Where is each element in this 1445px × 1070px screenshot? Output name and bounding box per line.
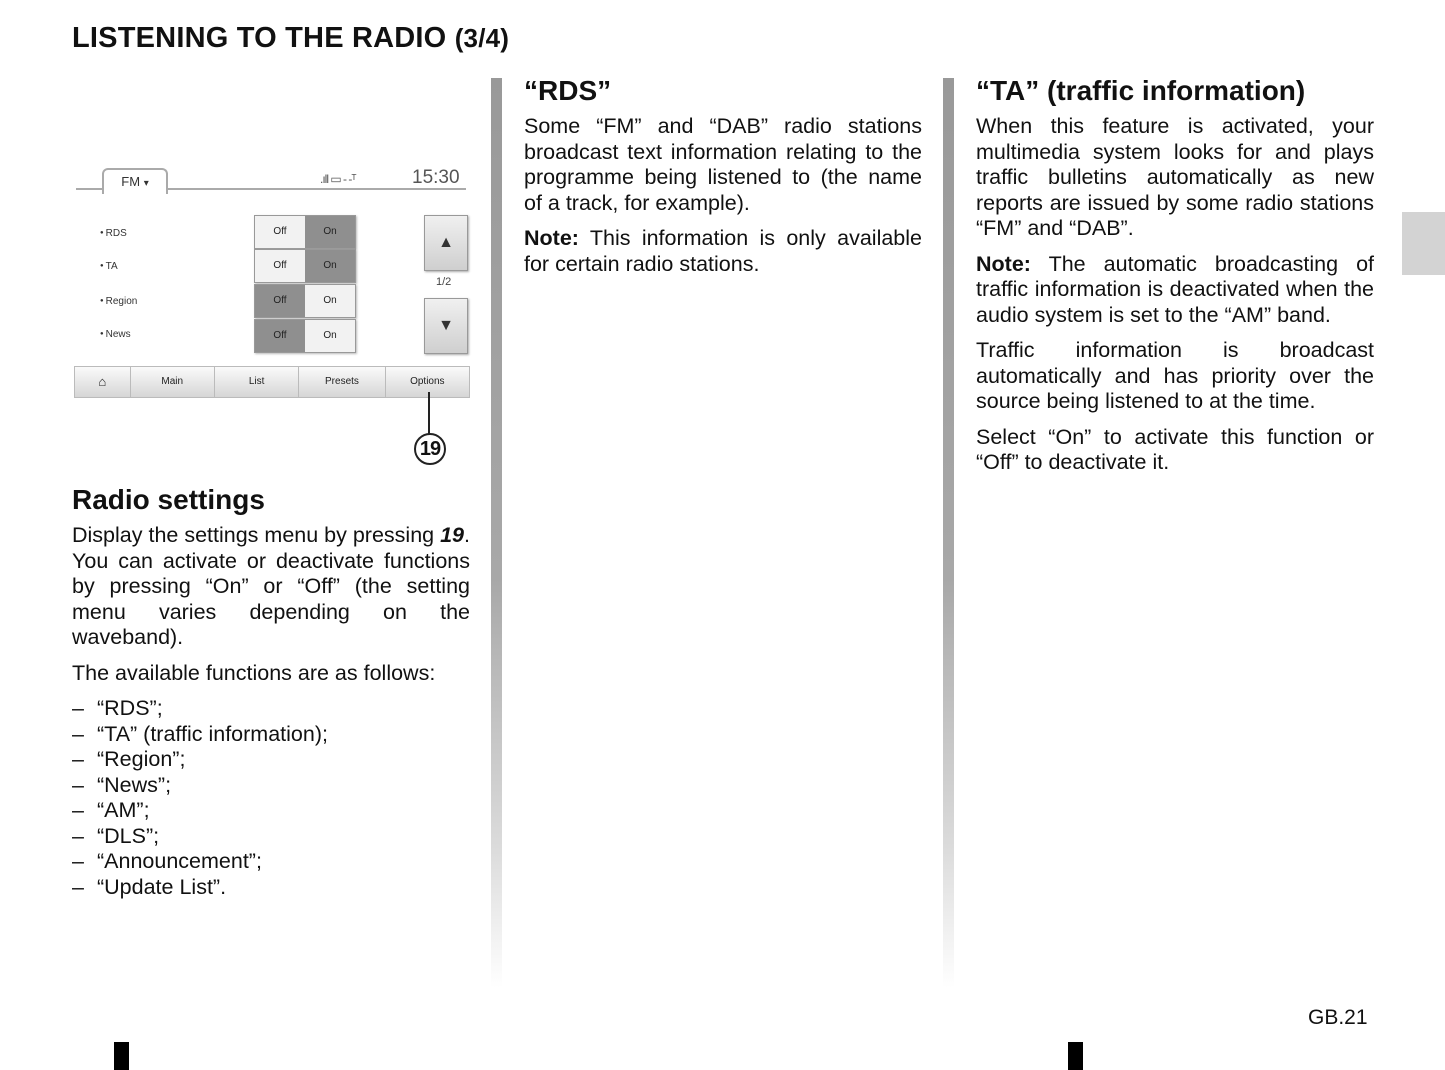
function-list: [72, 696, 470, 900]
chapter-tab: [1402, 212, 1445, 275]
off-option: Off: [255, 216, 305, 248]
paragraph: Some “FM” and “DAB” radio stations broadcast text information relating to the programme being listened to (the name of a track, for example).: [524, 114, 922, 215]
note-text: The automatic broadcasting of traffic information is deactivated when the audio system is set to the “AM” band.: [976, 251, 1374, 327]
home-icon: ⌂: [75, 367, 131, 397]
crop-mark: [114, 1042, 129, 1070]
note-text: This information is only available for certain radio stations.: [524, 226, 922, 276]
setting-label-region: ● Region: [100, 296, 137, 307]
page-indicator: 1/2: [436, 276, 452, 288]
list-item: – “Announcement”;: [72, 849, 470, 875]
column-divider: [491, 78, 502, 988]
list-item: – “RDS”;: [72, 696, 470, 722]
callout-line: [428, 392, 430, 434]
toggle-region: [254, 284, 356, 318]
paragraph: [72, 523, 470, 651]
nav-options: Options: [410, 376, 445, 387]
ta-section: [976, 74, 1374, 486]
nav-presets: Presets: [299, 367, 385, 397]
list-item: – “DLS”;: [72, 824, 470, 850]
text: . You can activate or deactivate functions by pressing “On” or “Off” (the setting menu varies depending on the waveband).: [72, 523, 470, 649]
radio-screen-illustration: [72, 160, 470, 400]
setting-label-ta: ● TA: [100, 261, 118, 272]
band-label: FM: [121, 174, 141, 189]
note: [976, 252, 1374, 329]
toggle-news: [254, 319, 356, 353]
rds-section: [524, 74, 922, 287]
list-item: – “News”;: [72, 773, 470, 799]
column-divider: [943, 78, 954, 988]
scroll-down-icon: ▼: [424, 298, 468, 354]
paragraph: Select “On” to activate this function or “Off” to deactivate it.: [976, 424, 1374, 474]
page-title-text: LISTENING TO THE RADIO: [72, 22, 447, 54]
on-option: On: [305, 250, 355, 282]
paragraph: The available functions are as follows:: [72, 660, 436, 685]
text: Display the settings menu by pressing: [72, 523, 441, 547]
section-heading: “RDS”: [524, 75, 612, 106]
list-item: – “Region”;: [72, 747, 470, 773]
note-label: Note:: [976, 251, 1031, 276]
radio-settings-section: [72, 483, 470, 900]
crop-mark: [1068, 1042, 1083, 1070]
note-label: Note:: [524, 226, 579, 250]
off-option: Off: [255, 285, 305, 317]
signal-icon: .ıll ▭ - -ᵀ: [320, 172, 356, 186]
setting-label-news: ● News: [100, 329, 131, 340]
paragraph: When this feature is activated, your multimedia system looks for and plays traffic bulletins automatically as new reports are issued by some radio stations “FM” and “DAB”.: [976, 114, 1374, 240]
toggle-rds: [254, 215, 356, 249]
section-heading: “TA” (traffic information): [976, 75, 1306, 106]
clock: 15:30: [412, 167, 460, 188]
page-title: [72, 22, 509, 55]
list-item: – “TA” (traffic information);: [72, 722, 470, 748]
paragraph: Traffic information is broadcast automatically and has priority over the source being listened to at the time.: [976, 338, 1374, 413]
off-option: Off: [255, 320, 305, 352]
setting-label-rds: ● RDS: [100, 228, 127, 239]
nav-main: Main: [131, 367, 215, 397]
callout-ref: 19: [440, 523, 465, 547]
toggle-ta: [254, 249, 356, 283]
nav-list: List: [215, 367, 299, 397]
off-option: Off: [255, 250, 305, 282]
callout-19: 19: [414, 433, 446, 465]
section-heading: Radio settings: [72, 484, 265, 515]
on-option: On: [305, 285, 355, 317]
page-number: GB.21: [1308, 1006, 1368, 1029]
screen-nav-bar: [74, 366, 470, 398]
list-item: – “AM”;: [72, 798, 470, 824]
list-item: – “Update List”.: [72, 875, 470, 901]
page-title-part: (3/4): [454, 23, 510, 53]
on-option: On: [305, 320, 355, 352]
scroll-up-icon: ▲: [424, 215, 468, 271]
note: [524, 226, 922, 277]
on-option: On: [305, 216, 355, 248]
band-selector: [102, 168, 168, 194]
chevron-down-icon: ▾: [143, 178, 149, 189]
